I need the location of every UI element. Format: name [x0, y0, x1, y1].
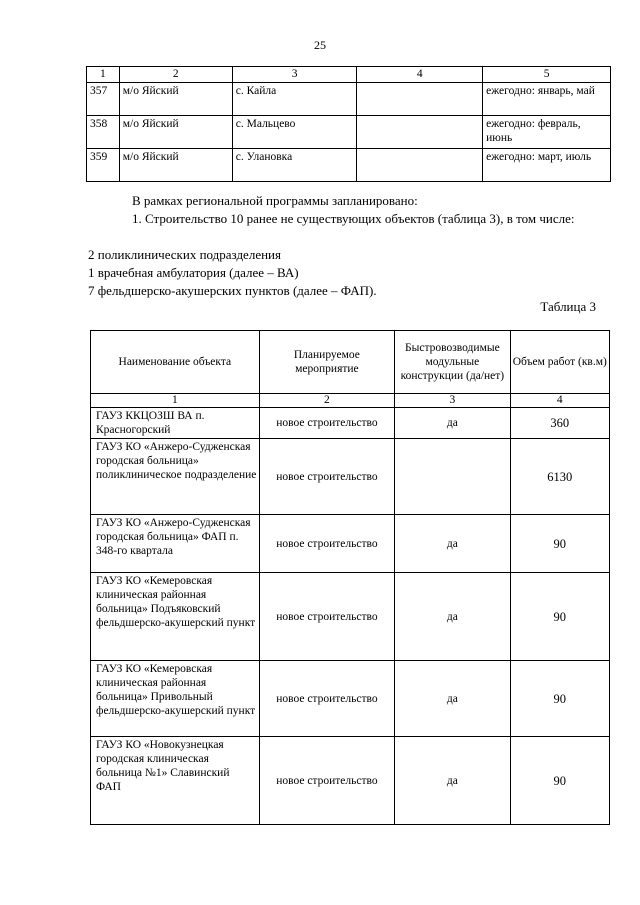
activity-cell: новое строительство — [259, 515, 395, 573]
volume-cell: 90 — [510, 737, 609, 825]
table-row — [91, 515, 610, 573]
header-object-name: Наименование объекта — [91, 331, 260, 394]
table-header-row — [87, 67, 611, 83]
header-cell: 2 — [119, 67, 232, 83]
locality-cell: с. Мальцево — [232, 116, 357, 149]
paragraph-intro: В рамках региональной программы запланировано: — [132, 193, 418, 208]
row-number: 358 — [87, 116, 120, 149]
column-number: 2 — [259, 394, 395, 408]
activity-cell: новое строительство — [259, 737, 395, 825]
table-row — [87, 83, 611, 116]
table-row — [87, 116, 611, 149]
table-row — [91, 408, 610, 439]
modular-cell: да — [395, 661, 510, 737]
header-planned-activity: Планируемое мероприятие — [259, 331, 395, 394]
locality-cell: с. Улановка — [232, 149, 357, 182]
activity-cell: новое строительство — [259, 573, 395, 661]
modular-cell: да — [395, 737, 510, 825]
object-name: ГАУЗ КО «Кемеровская клиническая районная больница» Привольный фельдшерско-акушерский пункт — [91, 661, 260, 737]
schedule-cell: ежегодно: февраль, июнь — [483, 116, 611, 149]
modular-cell: да — [395, 573, 510, 661]
object-name: ГАУЗ ККЦОЗШ ВА п. Красногорский — [91, 408, 260, 439]
table-row — [91, 737, 610, 825]
table-row — [91, 439, 610, 515]
list-line-polyclinics: 2 поликлинических подразделения — [88, 247, 281, 262]
object-name: ГАУЗ КО «Анжеро-Судженская городская больница» поликлиническое подразделение — [91, 439, 260, 515]
object-name: ГАУЗ КО «Кемеровская клиническая районная больница» Подъяковский фельдшерско-акушерский пункт — [91, 573, 260, 661]
locality-cell: с. Кайла — [232, 83, 357, 116]
header-cell: 4 — [357, 67, 483, 83]
object-name: ГАУЗ КО «Анжеро-Судженская городская больница» ФАП п. 348-го квартала — [91, 515, 260, 573]
volume-cell: 90 — [510, 661, 609, 737]
activity-cell: новое строительство — [259, 439, 395, 515]
header-volume: Объем работ (кв.м) — [510, 331, 609, 394]
district-cell: м/о Яйский — [119, 116, 232, 149]
volume-cell: 90 — [510, 515, 609, 573]
modular-cell: да — [395, 515, 510, 573]
objects-table — [90, 330, 610, 825]
district-cell: м/о Яйский — [119, 149, 232, 182]
schedule-table — [86, 66, 611, 182]
list-line-ambulatory: 1 врачебная амбулатория (далее – ВА) — [88, 265, 299, 280]
list-line-fap: 7 фельдшерско-акушерских пунктов (далее – ФАП). — [88, 283, 377, 298]
empty-cell — [357, 83, 483, 116]
volume-cell: 6130 — [510, 439, 609, 515]
table-caption: Таблица 3 — [540, 299, 596, 314]
paragraph-construction: 1. Строительство 10 ранее не существующих объектов (таблица 3), в том числе: — [132, 211, 575, 226]
header-modular: Быстровозводимые модульные конструкции (да/нет) — [395, 331, 510, 394]
schedule-cell: ежегодно: март, июль — [483, 149, 611, 182]
page-number: 25 — [314, 38, 326, 52]
object-name: ГАУЗ КО «Новокузнецкая городская клиническая больница №1» Славинский ФАП — [91, 737, 260, 825]
empty-cell — [357, 116, 483, 149]
table-row — [87, 149, 611, 182]
modular-cell — [395, 439, 510, 515]
column-number: 3 — [395, 394, 510, 408]
modular-cell: да — [395, 408, 510, 439]
table-header-row — [91, 331, 610, 394]
table-row — [91, 661, 610, 737]
volume-cell: 90 — [510, 573, 609, 661]
row-number: 359 — [87, 149, 120, 182]
activity-cell: новое строительство — [259, 408, 395, 439]
header-cell: 1 — [87, 67, 120, 83]
column-number-row — [91, 394, 610, 408]
column-number: 1 — [91, 394, 260, 408]
header-cell: 5 — [483, 67, 611, 83]
empty-cell — [357, 149, 483, 182]
header-cell: 3 — [232, 67, 357, 83]
district-cell: м/о Яйский — [119, 83, 232, 116]
table-row — [91, 573, 610, 661]
schedule-cell: ежегодно: январь, май — [483, 83, 611, 116]
row-number: 357 — [87, 83, 120, 116]
activity-cell: новое строительство — [259, 661, 395, 737]
column-number: 4 — [510, 394, 609, 408]
volume-cell: 360 — [510, 408, 609, 439]
